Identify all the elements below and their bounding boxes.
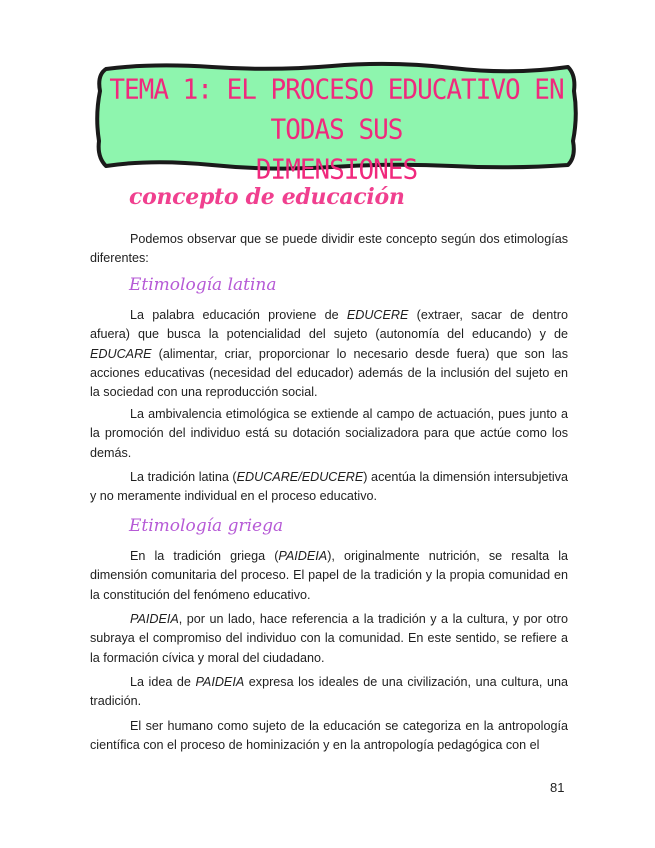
text-run: La tradición latina ( bbox=[130, 470, 237, 484]
italic-term: PAIDEIA bbox=[278, 549, 328, 563]
griega-paragraph-1 bbox=[90, 547, 568, 605]
text-run: ) acentúa la dimensión intersubjetiva y no meramente individual en el proceso educativo. bbox=[90, 470, 568, 504]
latina-paragraph-2: La ambivalencia etimológica se extiende al campo de actuación, pues junto a la promoción del individuo está su dotación socializadora para que actúe como los demás. bbox=[90, 407, 568, 460]
page-title bbox=[92, 70, 581, 190]
griega-paragraph-2 bbox=[90, 610, 568, 668]
text-run: (extraer, sacar de dentro afuera) que busca la potencialidad del sujeto (autonomía del educando) y de bbox=[90, 308, 569, 342]
italic-term: PAIDEIA bbox=[130, 612, 179, 626]
intro-paragraph: Podemos observar que se puede dividir este concepto según dos etimologías diferentes: bbox=[90, 232, 568, 266]
section-title: concepto de educación bbox=[129, 184, 405, 210]
text-run: En la tradición griega ( bbox=[130, 549, 279, 563]
text-run: , por un lado, hace referencia a la tradición y a la cultura, y por otro subraya el compromiso del individuo con la comunidad. En este sentido, se refiere a la formación cívica y moral del ciudadano. bbox=[90, 612, 568, 665]
text-run: expresa los ideales de una civilización, una cultura, una tradición. bbox=[90, 675, 568, 709]
text-run: (alimentar, criar, proporcionar lo necesario desde fuera) que son las acciones educativas (necesidad del educador) además de la inclusión del sujeto en la sociedad con una reproducción social. bbox=[90, 346, 568, 400]
subsection-heading-latina: Etimología latina bbox=[129, 275, 277, 295]
page-title-line-1: TEMA 1: EL PROCESO EDUCATIVO EN TODAS SUS bbox=[109, 74, 564, 146]
italic-term: PAIDEIA bbox=[195, 675, 245, 689]
latina-paragraph-1 bbox=[90, 306, 568, 402]
italic-term: EDUCERE bbox=[346, 308, 409, 322]
griega-paragraph-3 bbox=[90, 673, 568, 712]
page-number: 81 bbox=[550, 780, 565, 795]
text-run: La palabra educación proviene de bbox=[130, 308, 347, 322]
text-run: La idea de bbox=[130, 675, 196, 689]
subsection-heading-griega: Etimología griega bbox=[129, 516, 284, 536]
italic-term: EDUCARE/EDUCERE bbox=[236, 470, 364, 484]
latina-paragraph-3 bbox=[90, 468, 568, 507]
text-run: ), originalmente nutrición, se resalta la dimensión comunitaria del proceso. El papel de la tradición y la propia comunidad en la constitución del fenómeno educativo. bbox=[90, 549, 568, 602]
page-title-line-2: DIMENSIONES bbox=[255, 154, 418, 186]
italic-term: EDUCARE bbox=[90, 346, 152, 361]
title-banner bbox=[92, 61, 581, 186]
griega-paragraph-4: El ser humano como sujeto de la educación se categoriza en la antropología científica con el proceso de hominización y en la antropología pedagógica con el bbox=[90, 719, 568, 753]
